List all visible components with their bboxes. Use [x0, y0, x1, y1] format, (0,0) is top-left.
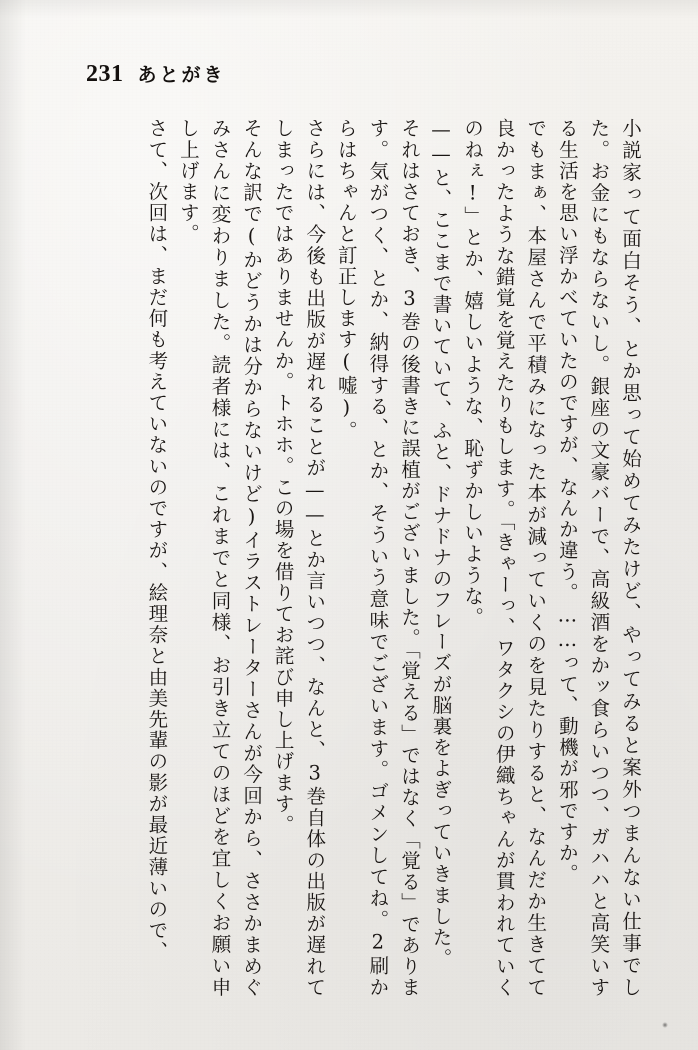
paragraph-5: さらには、今後も出版が遅れることが——とか言いつつ、なんと、3巻自体の出版が遅れてしまったではありませんか。トホホ。この場を借りてお詫び申し上げます。 — [271, 118, 327, 998]
paragraph-3: ——と、ここまで書いていて、ふと、ドナドナのフレーズが脳裏をよぎっていきました。 — [429, 118, 453, 969]
page-body-text — [86, 118, 646, 998]
page-header — [86, 60, 226, 88]
paragraph-4: それはさておき、3巻の後書きに誤植がございました。「覚える」ではなく「覚る」であります。気がつく、とか、納得する、とか、そういう意味でございます。ゴメンしてね。2刷からはちゃんと訂正します(嘘)。 — [334, 118, 421, 998]
section-title: あとがき — [137, 64, 226, 86]
page-number: 231 — [86, 61, 124, 87]
paragraph-2: でもまぁ、本屋さんで平積みになった本が減っていくのを見たりすると、なんだか生きてて良かったような錯覚を覚えたりもします。「きゃーっ、ワタクシの伊織ちゃんが貫われていくのねぇ!」とか、嬉しいような、恥ずかしいような。 — [461, 118, 548, 998]
paragraph-6: そんな訳で(かどうかは分からないけど)イラストレーターさんが今回から、ささかまめぐみさんに変わりました。読者様には、これまでと同様、お引き立てのほどを宜しくお願い申し上げます。 — [176, 118, 264, 998]
page-edge-shadow-left — [0, 0, 26, 1050]
page-corner-mark — [662, 1022, 668, 1028]
page-edge-shadow-top — [0, 0, 698, 18]
paragraph-7: さて、次回は、まだ何も考えていないのですが、絵理奈と由美先輩の影が最近薄いので、 — [145, 118, 169, 962]
paragraph-1: 小説家って面白そう、とか思って始めてみたけど、やってみると案外つまんない仕事でした。お金にもならないし。銀座の文豪バーで、高級酒をかッ食らいつつ、ガハハと高笑いする生活を思い浮かべていたのですが、なんか違う。……って、動機が邪ですか。 — [555, 118, 642, 998]
